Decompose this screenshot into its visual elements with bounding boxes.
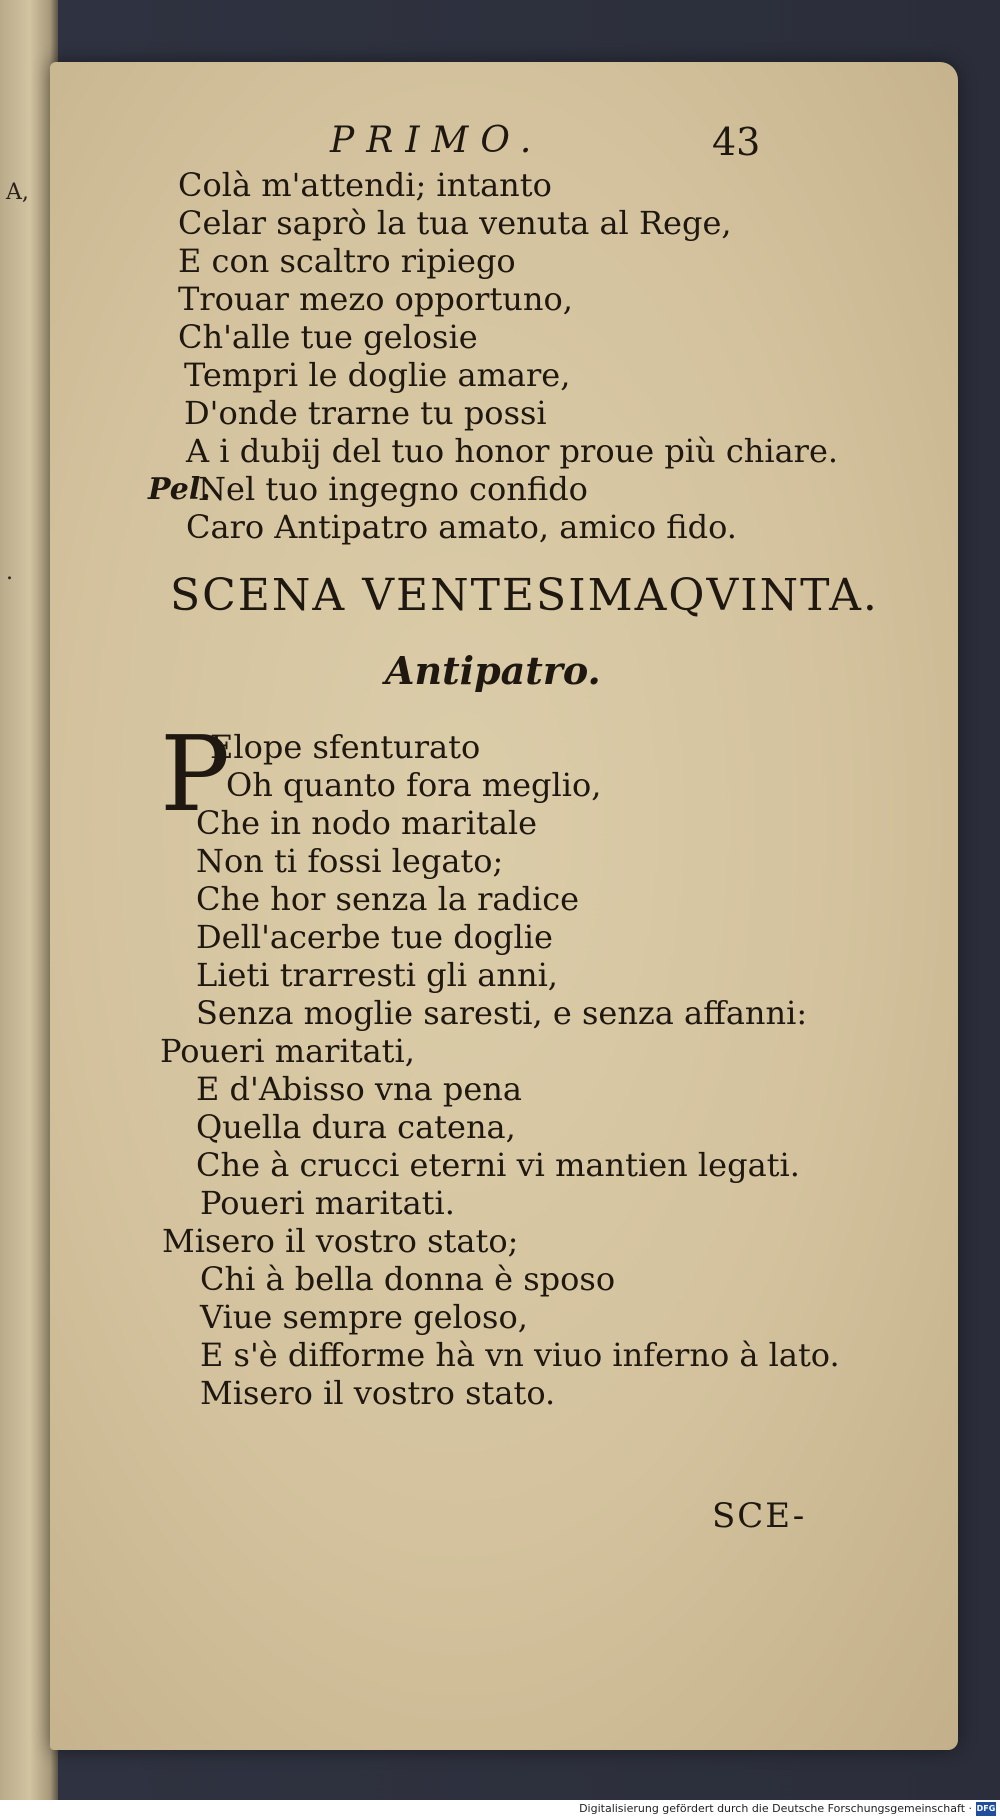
verse-line: Che à crucci eterni vi mantien legati. bbox=[196, 1146, 800, 1184]
verse-line: Trouar mezo opportuno, bbox=[178, 280, 573, 318]
scene-character: Antipatro. bbox=[385, 648, 601, 693]
facing-page-fragment: . bbox=[6, 560, 13, 585]
verse-line: A i dubij del tuo honor proue più chiare. bbox=[186, 432, 839, 470]
verse-line: Tempri le doglie amare, bbox=[184, 356, 571, 394]
verse-line: Misero il vostro stato; bbox=[162, 1222, 519, 1260]
verse-line: E con scaltro ripiego bbox=[178, 242, 516, 280]
speaker-label: Pel. bbox=[148, 472, 211, 507]
verse-line: Caro Antipatro amato, amico fido. bbox=[186, 508, 737, 546]
verse-line: E d'Abisso vna pena bbox=[196, 1070, 522, 1108]
catchword: SCE- bbox=[712, 1496, 807, 1536]
verse-line: Oh quanto fora meglio, bbox=[226, 766, 602, 804]
verse-line: Dell'acerbe tue doglie bbox=[196, 918, 553, 956]
verse-line: Ch'alle tue gelosie bbox=[178, 318, 478, 356]
running-header: PRIMO. bbox=[330, 120, 544, 161]
verse-line: Non ti fossi legato; bbox=[196, 842, 504, 880]
digitization-footer bbox=[0, 1800, 1000, 1819]
verse-line: D'onde trarne tu possi bbox=[184, 394, 547, 432]
verse-line: Misero il vostro stato. bbox=[200, 1374, 556, 1412]
scene-title: SCENA VENTESIMAQVINTA. bbox=[170, 570, 879, 621]
verse-line: Elope sfenturato bbox=[210, 728, 481, 766]
dfg-logo: DFG bbox=[976, 1802, 996, 1816]
page-number: 43 bbox=[712, 120, 761, 164]
verse-line: Lieti trarresti gli anni, bbox=[196, 956, 558, 994]
verse-line: Chi à bella donna è sposo bbox=[200, 1260, 616, 1298]
verse-line: Poueri maritati. bbox=[200, 1184, 455, 1222]
facing-page-fragment: A, bbox=[6, 180, 29, 205]
verse-line: Poueri maritati, bbox=[160, 1032, 415, 1070]
verse-line: Colà m'attendi; intanto bbox=[178, 166, 552, 204]
drop-capital: P bbox=[160, 713, 230, 835]
footer-credit: Digitalisierung gefördert durch die Deutsche Forschungsgemeinschaft · bbox=[579, 1802, 972, 1815]
verse-line: Nel tuo ingegno confido bbox=[198, 470, 588, 508]
verse-line: Viue sempre geloso, bbox=[200, 1298, 528, 1336]
verse-line: Che in nodo maritale bbox=[196, 804, 538, 842]
verse-line: E s'è difforme hà vn viuo inferno à lato. bbox=[200, 1336, 840, 1374]
verse-line: Senza moglie saresti, e senza affanni: bbox=[196, 994, 808, 1032]
verse-line: Che hor senza la radice bbox=[196, 880, 580, 918]
verse-line: Quella dura catena, bbox=[196, 1108, 516, 1146]
verse-line: Celar saprò la tua venuta al Rege, bbox=[178, 204, 732, 242]
